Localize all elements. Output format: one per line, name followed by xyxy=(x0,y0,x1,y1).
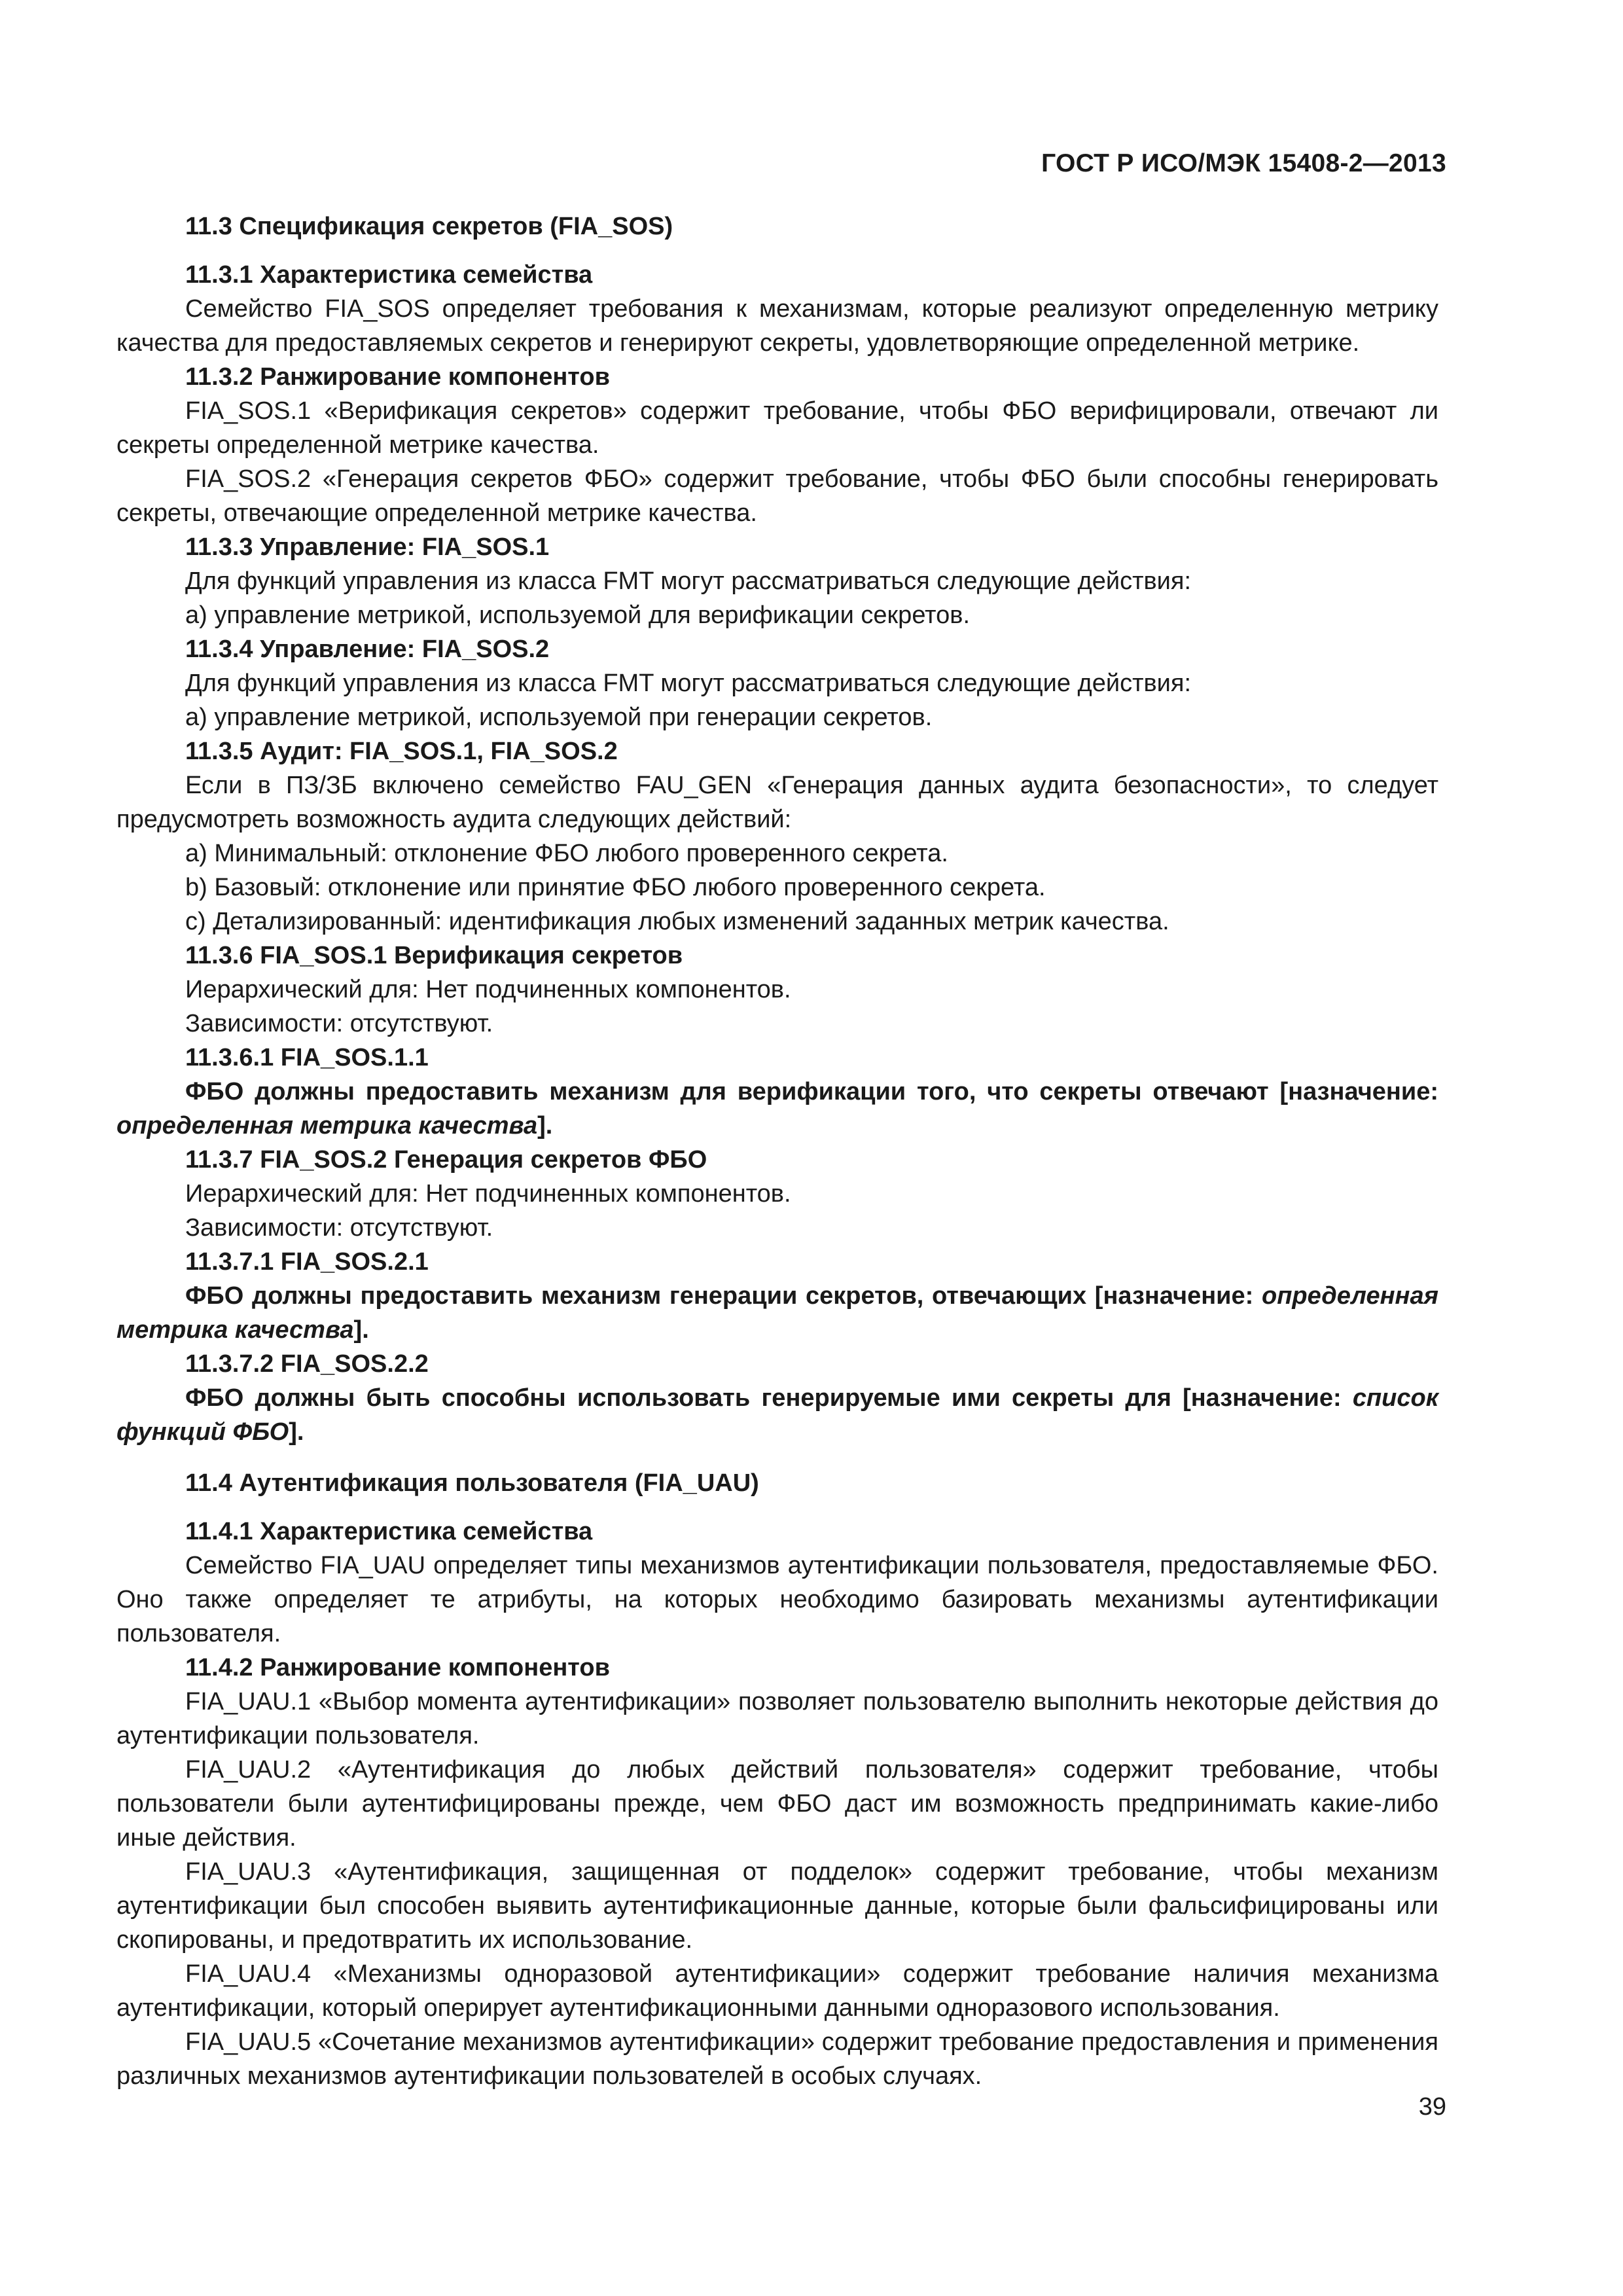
subsection-heading-11-3-5: 11.3.5 Аудит: FIA_SOS.1, FIA_SOS.2 xyxy=(185,738,618,765)
subsection-heading-11-3-1: 11.3.1 Характеристика семейства xyxy=(185,261,593,289)
paragraph: FIA_UAU.1 «Выбор момента аутентификации» позволяет пользователю выполнить некоторые действия до аутентификации пользователя. xyxy=(116,1688,1438,1749)
list-item: c) Детализированный: идентификация любых изменений заданных метрик качества. xyxy=(185,908,1169,935)
requirement-suffix: ]. xyxy=(537,1112,553,1139)
page-number: 39 xyxy=(1418,2093,1446,2121)
paragraph: Для функций управления из класса FMT могут рассматриваться следующие действия: xyxy=(185,670,1192,697)
element-heading-11-3-7-1: 11.3.7.1 FIA_SOS.2.1 xyxy=(185,1248,429,1276)
element-heading-11-3-6-1: 11.3.6.1 FIA_SOS.1.1 xyxy=(185,1044,429,1071)
paragraph: FIA_UAU.4 «Механизмы одноразовой аутентификации» содержит требование наличия механизма аутентификации, который оперирует аутентификационными данными одноразового использования. xyxy=(116,1960,1438,2022)
section-heading-11-4: 11.4 Аутентификация пользователя (FIA_UAU) xyxy=(185,1469,759,1497)
subsection-heading-11-4-2: 11.4.2 Ранжирование компонентов xyxy=(185,1654,610,1681)
subsection-heading-11-3-3: 11.3.3 Управление: FIA_SOS.1 xyxy=(185,533,550,561)
hierarchy-line: Иерархический для: Нет подчиненных компонентов. xyxy=(185,1180,791,1208)
assignment-text: определенная метрика качества xyxy=(116,1112,538,1139)
requirement-text xyxy=(116,1381,1438,1449)
paragraph: Для функций управления из класса FMT могут рассматриваться следующие действия: xyxy=(185,567,1192,595)
requirement-prefix: ФБО должны предоставить механизм генерации секретов, отвечающих [назначение: xyxy=(185,1282,1262,1310)
paragraph: FIA_UAU.3 «Аутентификация, защищенная от подделок» содержит требование, чтобы механизм аутентификации был способен выявить аутентификационные данные, которые были фальсифицированы или скопированы, и предотвратить их использование. xyxy=(116,1858,1438,1954)
list-item: a) управление метрикой, используемой при генерации секретов. xyxy=(185,704,933,731)
assignment-text: список функций ФБО xyxy=(116,1384,1438,1446)
list-item: a) управление метрикой, используемой для верификации секретов. xyxy=(185,601,971,629)
element-heading-11-3-7-2: 11.3.7.2 FIA_SOS.2.2 xyxy=(185,1350,429,1378)
dependencies-line: Зависимости: отсутствуют. xyxy=(185,1214,493,1242)
requirement-text xyxy=(116,1279,1438,1347)
document-header: ГОСТ Р ИСО/МЭК 15408-2—2013 xyxy=(1041,149,1446,177)
subsection-heading-11-4-1: 11.4.1 Характеристика семейства xyxy=(185,1518,593,1545)
paragraph: FIA_UAU.5 «Сочетание механизмов аутентификации» содержит требование предоставления и применения различных механизмов аутентификации пользователей в особых случаях. xyxy=(116,2028,1438,2090)
requirement-prefix: ФБО должны предоставить механизм для верификации того, что секреты отвечают [назначение: xyxy=(185,1078,1438,1105)
dependencies-line: Зависимости: отсутствуют. xyxy=(185,1010,493,1037)
paragraph: Семейство FIA_SOS определяет требования к механизмам, которые реализуют определенную метрику качества для предоставляемых секретов и генерируют секреты, удовлетворяющие определенной метрике. xyxy=(116,295,1438,357)
paragraph: Если в ПЗ/ЗБ включено семейство FAU_GEN «Генерация данных аудита безопасности», то следует предусмотреть возможность аудита следующих действий: xyxy=(116,772,1438,833)
paragraph: FIA_SOS.2 «Генерация секретов ФБО» содержит требование, чтобы ФБО были способны генерировать секреты, отвечающие определенной метрике качества. xyxy=(116,465,1438,527)
requirement-prefix: ФБО должны быть способны использовать генерируемые ими секреты для [назначение: xyxy=(185,1384,1353,1412)
hierarchy-line: Иерархический для: Нет подчиненных компонентов. xyxy=(185,976,791,1003)
list-item: b) Базовый: отклонение или принятие ФБО любого проверенного секрета. xyxy=(185,874,1046,901)
section-heading-11-3: 11.3 Спецификация секретов (FIA_SOS) xyxy=(185,213,673,240)
subsection-heading-11-3-6: 11.3.6 FIA_SOS.1 Верификация секретов xyxy=(185,942,683,969)
subsection-heading-11-3-4: 11.3.4 Управление: FIA_SOS.2 xyxy=(185,636,550,663)
paragraph: FIA_UAU.2 «Аутентификация до любых действий пользователя» содержит требование, чтобы пользователи были аутентифицированы прежде, чем ФБО даст им возможность предпринимать какие-либо иные действия. xyxy=(116,1756,1438,1852)
subsection-heading-11-3-7: 11.3.7 FIA_SOS.2 Генерация секретов ФБО xyxy=(185,1146,707,1174)
paragraph: Семейство FIA_UAU определяет типы механизмов аутентификации пользователя, предоставляемые ФБО. Оно также определяет те атрибуты, на которых необходимо базировать механизмы аутентификации пользователя. xyxy=(116,1552,1438,1647)
document-body xyxy=(116,209,1438,2093)
list-item: a) Минимальный: отклонение ФБО любого проверенного секрета. xyxy=(185,840,948,867)
requirement-suffix: ]. xyxy=(289,1418,304,1446)
requirement-text xyxy=(116,1075,1438,1143)
paragraph: FIA_SOS.1 «Верификация секретов» содержит требование, чтобы ФБО верифицировали, отвечают ли секреты определенной метрике качества. xyxy=(116,397,1438,459)
subsection-heading-11-3-2: 11.3.2 Ранжирование компонентов xyxy=(185,363,610,391)
assignment-text: определенная метрика качества xyxy=(116,1282,1438,1344)
requirement-suffix: ]. xyxy=(353,1316,369,1344)
